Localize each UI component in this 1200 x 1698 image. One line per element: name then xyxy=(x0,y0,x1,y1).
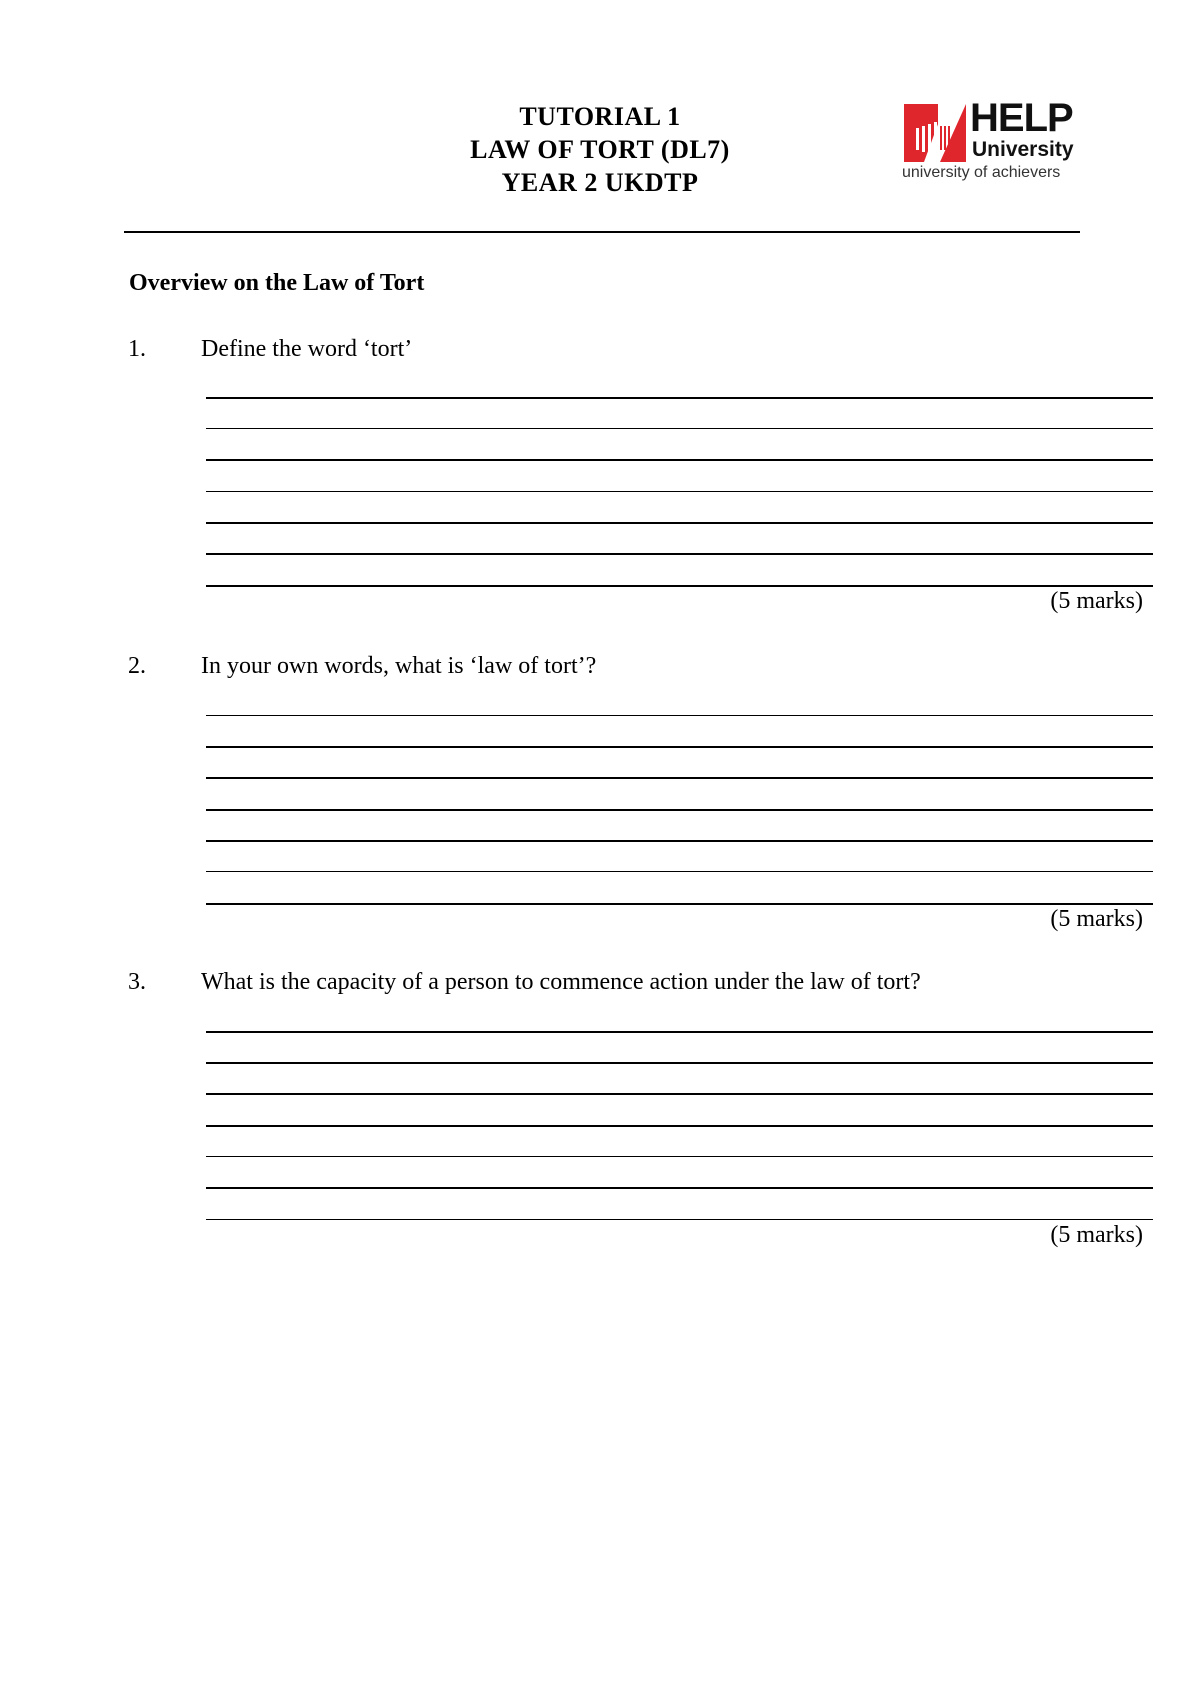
answer-line[interactable] xyxy=(206,777,1153,779)
answer-line[interactable] xyxy=(206,746,1153,748)
marks-label: (5 marks) xyxy=(1050,906,1143,932)
answer-line[interactable] xyxy=(206,428,1153,429)
answer-line[interactable] xyxy=(206,1125,1153,1127)
question-number: 1. xyxy=(128,336,146,362)
answer-line[interactable] xyxy=(206,871,1153,872)
marks-label: (5 marks) xyxy=(1050,1222,1143,1248)
answer-line[interactable] xyxy=(206,903,1153,905)
question-number: 3. xyxy=(128,969,146,995)
answer-line[interactable] xyxy=(206,1093,1153,1095)
answer-line[interactable] xyxy=(206,585,1153,587)
question-text: In your own words, what is ‘law of tort’? xyxy=(201,653,597,679)
answer-line[interactable] xyxy=(206,715,1153,716)
marks-label: (5 marks) xyxy=(1050,588,1143,614)
header-year-title: YEAR 2 UKDTP xyxy=(501,168,699,197)
answer-line[interactable] xyxy=(206,1156,1153,1157)
document-header xyxy=(440,100,760,199)
answer-line[interactable] xyxy=(206,459,1153,461)
logo-brand-text: HELP xyxy=(970,96,1073,140)
answer-line[interactable] xyxy=(206,553,1153,555)
answer-line[interactable] xyxy=(206,840,1153,842)
section-heading: Overview on the Law of Tort xyxy=(129,270,425,296)
answer-line[interactable] xyxy=(206,809,1153,811)
help-logo-mark-icon xyxy=(904,104,966,162)
answer-line[interactable] xyxy=(206,491,1153,492)
question-text: What is the capacity of a person to commence action under the law of tort? xyxy=(201,969,921,995)
answer-line[interactable] xyxy=(206,1187,1153,1189)
answer-line[interactable] xyxy=(206,1062,1153,1064)
answer-line[interactable] xyxy=(206,1219,1153,1220)
logo-university-text: University xyxy=(972,138,1074,161)
help-university-logo xyxy=(902,96,1082,186)
question-text: Define the word ‘tort’ xyxy=(201,336,413,362)
answer-line[interactable] xyxy=(206,522,1153,524)
header-tutorial-title: TUTORIAL 1 xyxy=(519,102,681,131)
logo-tagline: university of achievers xyxy=(902,164,1061,181)
answer-line[interactable] xyxy=(206,1031,1153,1033)
header-course-title: LAW OF TORT (DL7) xyxy=(470,135,730,164)
header-divider xyxy=(124,231,1080,233)
question-number: 2. xyxy=(128,653,146,679)
answer-line[interactable] xyxy=(206,397,1153,399)
